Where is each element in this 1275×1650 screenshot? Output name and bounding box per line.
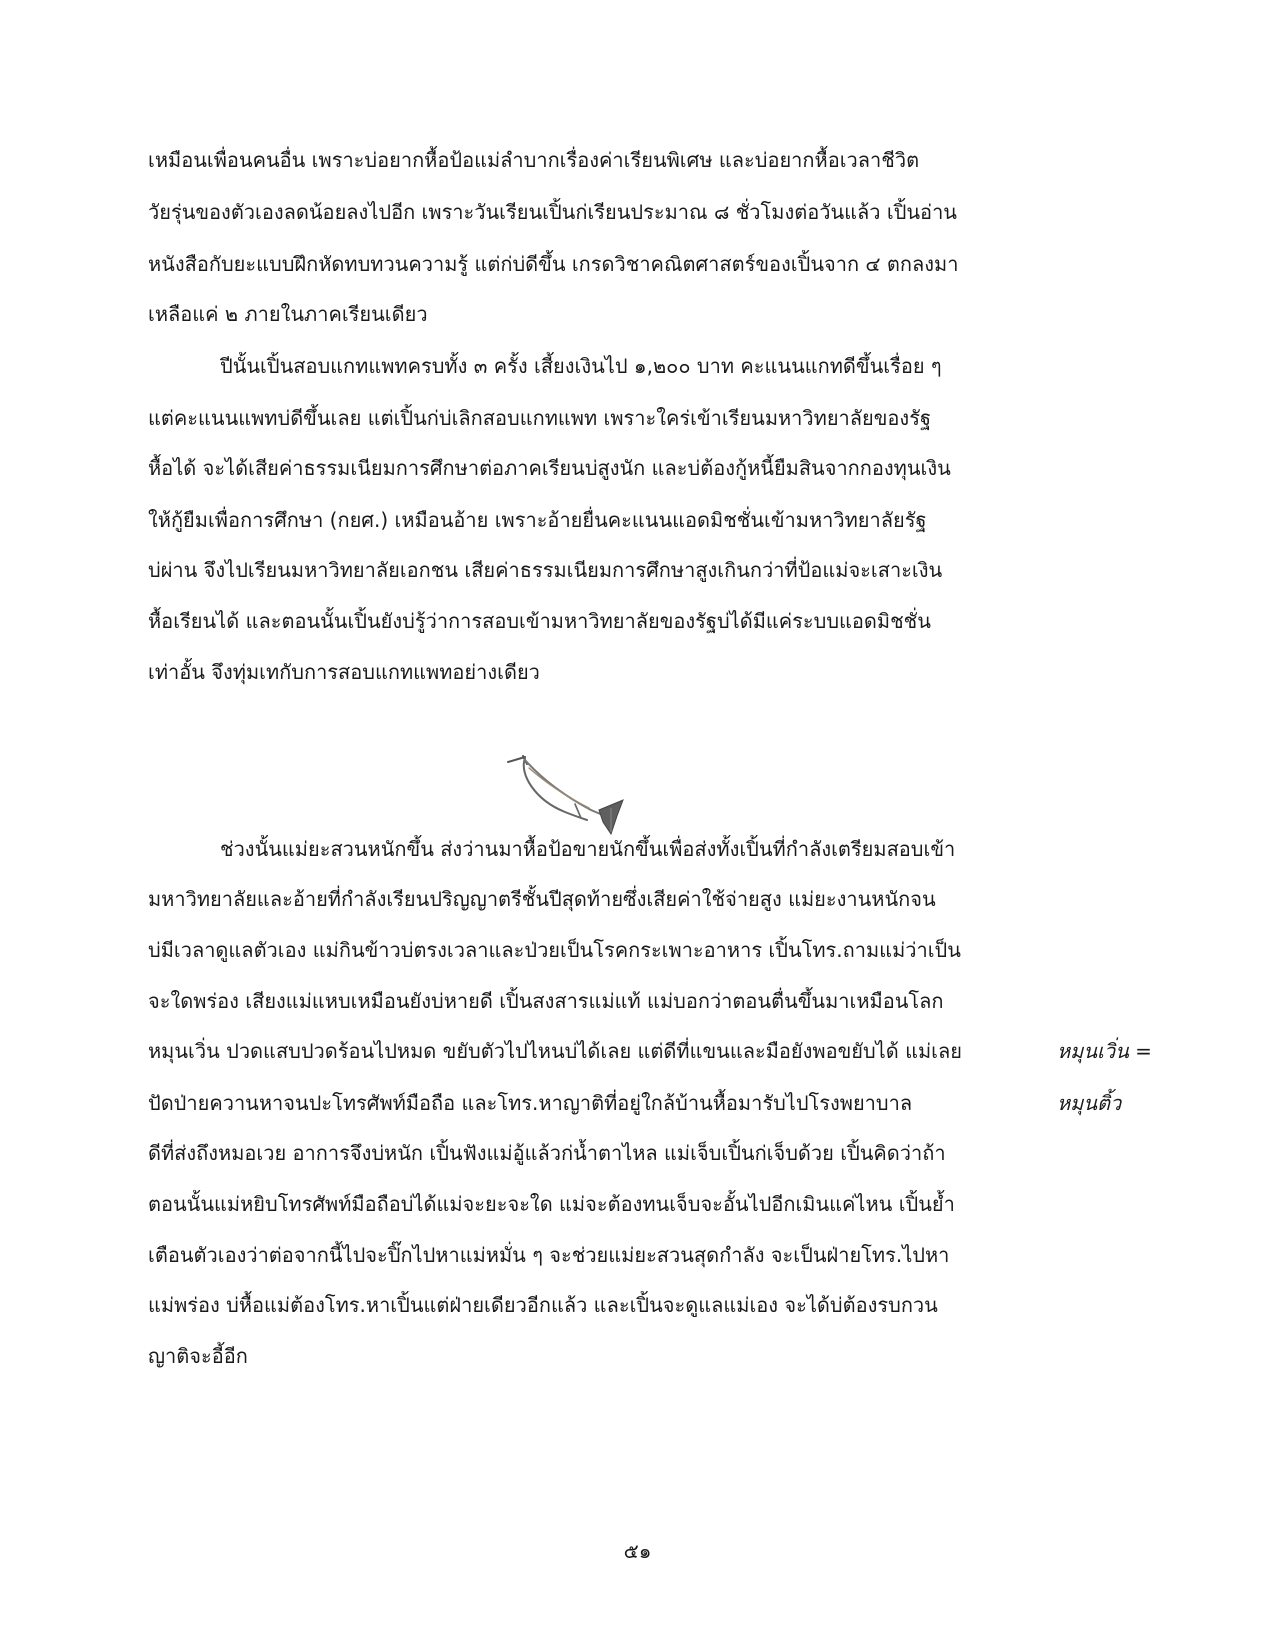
paragraph-2-line-6: หื้อเรียนได้ และตอนนั้นเปิ้นยังบ่รู้ว่าการสอบเข้ามหาวิทยาลัยของรัฐบ่ได้มีแค่ระบบแอดมิชชั่น (148, 609, 931, 633)
paragraph-3-line-3: บ่มีเวลาดูแลตัวเอง แม่กินข้าวบ่ตรงเวลาและป่วยเป็นโรคกระเพาะอาหาร เปิ้นโทร.ถามแม่ว่าเป็น (148, 938, 961, 962)
margin-gloss-definition: หมุนติ้ว (1057, 1091, 1122, 1115)
paragraph-3-line-1: ช่วงนั้นแม่ยะสวนหนักขึ้น ส่งว่านมาหื้อป้อขายนักขึ้นเพื่อส่งทั้งเปิ้นที่กำลังเตรียมสอบเข้า (220, 837, 956, 861)
paragraph-3-line-8: ตอนนั้นแม่หยิบโทรศัพท์มือถือบ่ได้แม่จะยะจะใด แม่จะต้องทนเจ็บจะอั้นไปอีกเมินแค่ไหน เปิ้นย้ำ (148, 1192, 955, 1216)
paragraph-2-line-4: ให้กู้ยืมเพื่อการศึกษา (กยศ.) เหมือนอ้าย เพราะอ้ายยื่นคะแนนแอดมิชชั่นเข้ามหาวิทยาลัยรัฐ (148, 508, 927, 532)
paragraph-3-line-5: หมุนเวิ่น ปวดแสบปวดร้อนไปหมด ขยับตัวไปไหนบ่ได้เลย แต่ดีที่แขนและมือยังพอขยับได้ แม่เลย (148, 1039, 962, 1063)
paragraph-2-line-3: หื้อได้ จะได้เสียค่าธรรมเนียมการศึกษาต่อภาคเรียนบ่สูงนัก และบ่ต้องกู้หนี้ยืมสินจากกองทุนเงิน (148, 456, 951, 480)
paragraph-3-line-6: ปัดป่ายควานหาจนปะโทรศัพท์มือถือ และโทร.หาญาติที่อยู่ใกล้บ้านหื้อมารับไปโรงพยาบาล (148, 1091, 913, 1115)
paragraph-3-line-10: แม่พร่อง บ่หื้อแม่ต้องโทร.หาเปิ้นแต่ฝ่ายเดียวอีกแล้ว และเปิ้นจะดูแลแม่เอง จะได้บ่ต้องรบกวน (148, 1293, 938, 1317)
paragraph-1-line-1: เหมือนเพื่อนคนอื่น เพราะบ่อยากหื้อป้อแม่ลำบากเรื่องค่าเรียนพิเศษ และบ่อยากหื้อเวลาชีวิต (148, 148, 920, 172)
plough-ornament-icon (505, 752, 645, 842)
paragraph-3-line-7: ดีที่ส่งถึงหมอเวย อาการจึงบ่หนัก เปิ้นฟังแม่อู้แล้วก่น้ำตาไหล แม่เจ็บเปิ้นก่เจ็บด้วย เปิ้นคิดว่าถ้า (148, 1141, 946, 1165)
paragraph-2-line-2: แต่คะแนนแพทบ่ดีขึ้นเลย แต่เปิ้นก่บ่เลิกสอบแกทแพท เพราะใคร่เข้าเรียนมหาวิทยาลัยของรัฐ (148, 406, 931, 430)
paragraph-3-line-4: จะใดพร่อง เสียงแม่แหบเหมือนยังบ่หายดี เปิ้นสงสารแม่แท้ แม่บอกว่าตอนตื่นขึ้นมาเหมือนโลก (148, 989, 944, 1013)
paragraph-2-line-1: ปีนั้นเปิ้นสอบแกทแพทครบทั้ง ๓ ครั้ง เสี้ยงเงินไป ๑,๒๐๐ บาท คะแนนแกทดีขึ้นเรื่อย ๆ (220, 354, 942, 378)
paragraph-1-line-3: หนังสือกับยะแบบฝึกหัดทบทวนความรู้ แต่ก่บ่ดีขึ้น เกรดวิชาคณิตศาสตร์ของเปิ้นจาก ๔ ตกลงมา (148, 252, 959, 276)
margin-gloss-term: หมุนเวิ่น = (1057, 1039, 1152, 1063)
paragraph-2-line-5: บ่ผ่าน จึงไปเรียนมหาวิทยาลัยเอกชน เสียค่าธรรมเนียมการศึกษาสูงเกินกว่าที่ป้อแม่จะเสาะเงิน (148, 558, 943, 582)
page-number: ๕๑ (623, 1539, 652, 1563)
paragraph-2-line-7: เท่าอั้น จึงทุ่มเทกับการสอบแกทแพทอย่างเดียว (148, 660, 540, 684)
paragraph-1-line-4: เหลือแค่ ๒ ภายในภาคเรียนเดียว (148, 302, 428, 326)
paragraph-1-line-2: วัยรุ่นของตัวเองลดน้อยลงไปอีก เพราะวันเรียนเปิ้นก่เรียนประมาณ ๘ ชั่วโมงต่อวันแล้ว เปิ้นอ่าน (148, 200, 957, 224)
paragraph-3-line-2: มหาวิทยาลัยและอ้ายที่กำลังเรียนปริญญาตรีชั้นปีสุดท้ายซึ่งเสียค่าใช้จ่ายสูง แม่ยะงานหนักจน (148, 887, 936, 911)
paragraph-3-line-11: ญาติจะอี้อีก (148, 1344, 248, 1368)
paragraph-3-line-9: เตือนตัวเองว่าต่อจากนี้ไปจะปิ๊กไปหาแม่หมั่น ๆ จะช่วยแม่ยะสวนสุดกำลัง จะเป็นฝ่ายโทร.ไปหา (148, 1243, 950, 1267)
